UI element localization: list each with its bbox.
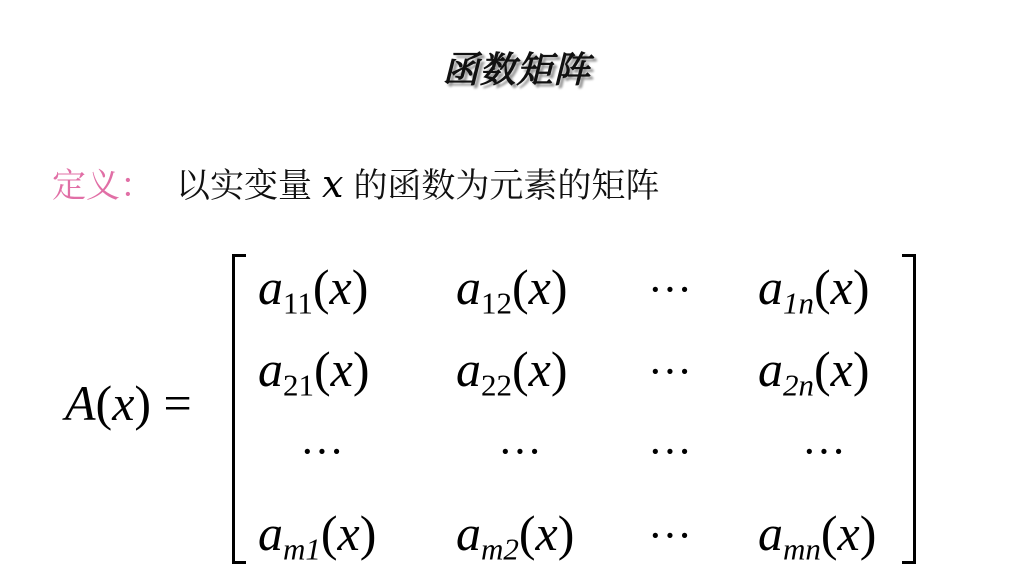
entry-base: a (258, 341, 283, 397)
definition-label: 定义： (52, 166, 154, 206)
entry-subscript: 22 (481, 367, 512, 403)
entry-argument: (x) (512, 259, 568, 315)
matrix-entry (758, 341, 870, 403)
matrix-right-bracket (902, 254, 916, 564)
matrix-ellipsis: ··· (648, 265, 692, 314)
entry-argument: (x) (320, 505, 377, 561)
entry-base: a (456, 341, 481, 397)
matrix-entry (456, 505, 575, 567)
entry-base: a (758, 341, 783, 397)
matrix-ellipsis: ··· (648, 427, 692, 476)
matrix-entry (258, 505, 377, 567)
matrix-ellipsis: ··· (498, 427, 542, 476)
matrix-ellipsis: ··· (648, 347, 692, 396)
entry-subscript: mn (783, 531, 821, 567)
slide-title: 函数矩阵 (442, 50, 591, 91)
entry-base: a (456, 505, 481, 561)
equation-lhs (65, 374, 192, 432)
entry-argument: (x) (814, 259, 870, 315)
definition-text-after: 的函数为元素的矩阵 (353, 166, 660, 206)
entry-base: a (758, 505, 783, 561)
entry-argument: (x) (820, 505, 877, 561)
entry-subscript: 1n (783, 285, 814, 321)
matrix-left-bracket (232, 254, 246, 564)
matrix-entry (758, 505, 877, 567)
definition-line (52, 158, 659, 207)
lhs-open-paren: ( (95, 375, 113, 431)
entry-argument: (x) (518, 505, 575, 561)
matrix-ellipsis: ··· (802, 427, 846, 476)
entry-base: a (258, 259, 283, 315)
matrix-entry (456, 259, 568, 321)
matrix-entry (758, 259, 870, 321)
definition-variable: x (322, 162, 344, 206)
matrix-entry (258, 341, 370, 403)
entry-base: a (258, 505, 283, 561)
lhs-variable: x (112, 375, 135, 431)
matrix-entry (456, 341, 568, 403)
entry-subscript: m1 (283, 531, 321, 567)
entry-argument: (x) (814, 341, 870, 397)
definition-text-before: 以实变量 (176, 166, 312, 206)
entry-subscript: m2 (481, 531, 519, 567)
entry-base: a (456, 259, 481, 315)
entry-argument: (x) (314, 341, 370, 397)
entry-subscript: 2n (783, 367, 814, 403)
entry-subscript: 21 (283, 367, 314, 403)
matrix-ellipsis: ··· (300, 427, 344, 476)
matrix-ellipsis: ··· (648, 511, 692, 560)
entry-subscript: 11 (283, 285, 313, 321)
matrix-entry (258, 259, 369, 321)
entry-subscript: 12 (481, 285, 512, 321)
entry-argument: (x) (512, 341, 568, 397)
lhs-close-equals: ) = (134, 375, 192, 431)
entry-base: a (758, 259, 783, 315)
lhs-symbol: A (65, 375, 96, 431)
entry-argument: (x) (312, 259, 369, 315)
